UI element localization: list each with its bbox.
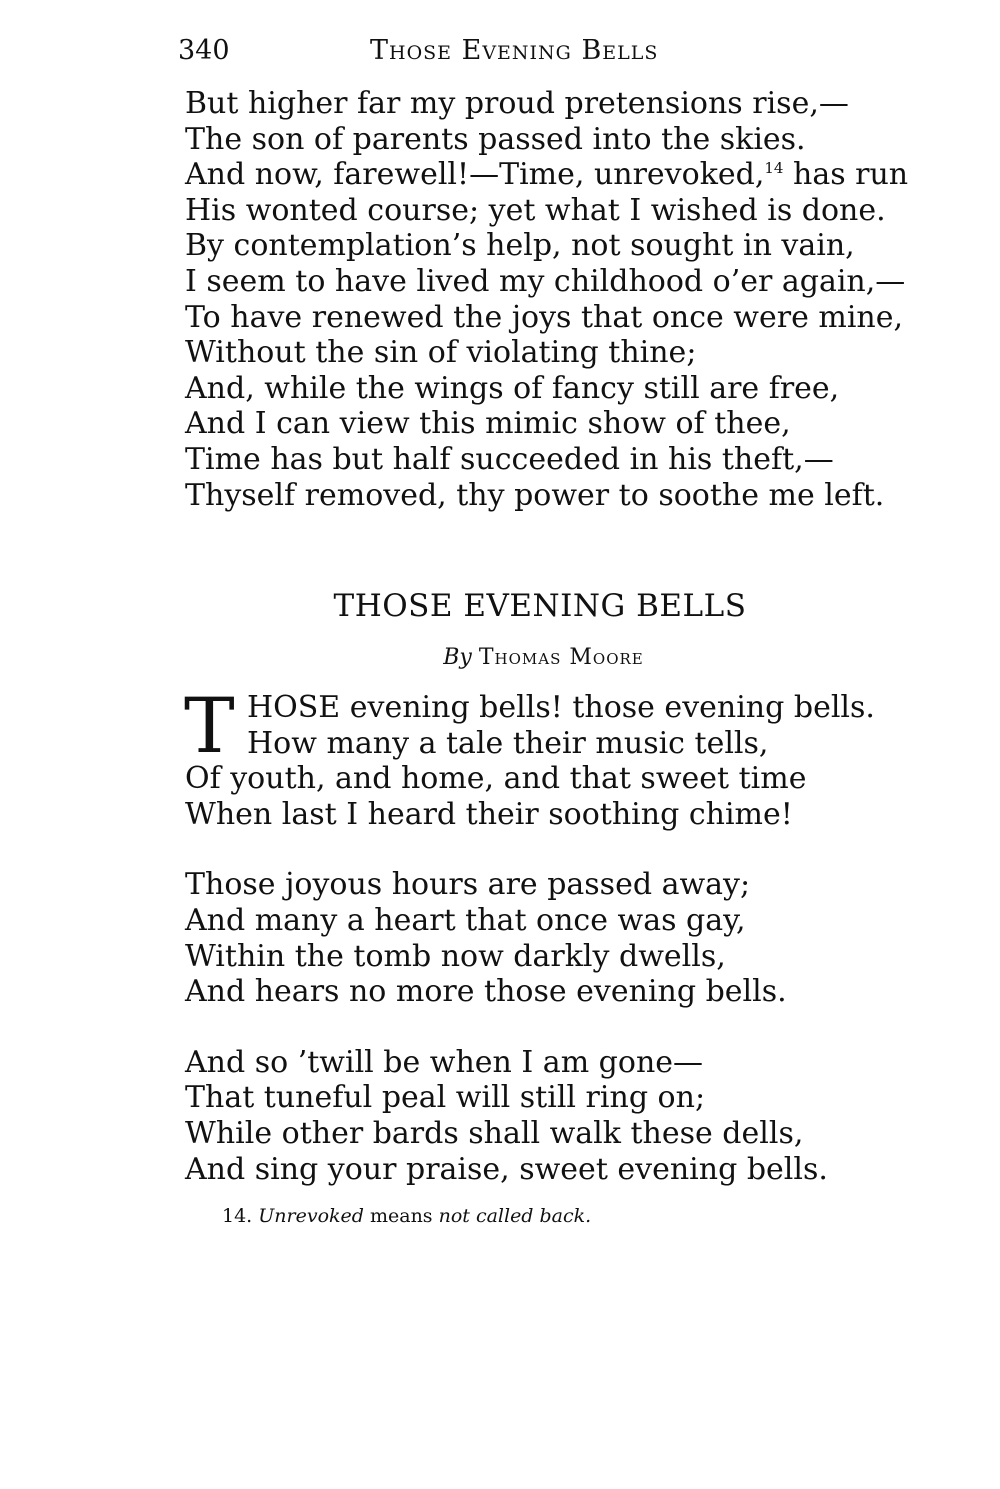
footnote [222, 1204, 591, 1228]
poem-line: How many a tale their music tells, [247, 725, 769, 761]
running-head: Those Evening Bells [370, 35, 659, 66]
poem-line: Of youth, and home, and that sweet time [185, 761, 807, 797]
footnote-number: 14. [222, 1205, 253, 1227]
poem-line: His wonted course; yet what I wished is done. [185, 192, 886, 228]
poem-line: By contemplation’s help, not sought in vain, [185, 228, 855, 264]
poem-line: Time has but half succeeded in his theft,— [185, 441, 834, 477]
poem-line: And so ’twill be when I am gone— [185, 1044, 704, 1080]
poem-line: When last I heard their soothing chime! [185, 796, 793, 832]
poem-line-text: HOSE evening bells! those evening bells. [247, 690, 875, 725]
poem-line-text: And now, farewell!—Time, unrevoked, [185, 157, 765, 193]
drop-cap: T [184, 681, 235, 770]
stanza-break [185, 1010, 905, 1045]
footnote-text: means [363, 1205, 439, 1227]
author-name: Thomas Moore [478, 645, 644, 670]
poem-line-text: has run [783, 157, 909, 193]
stanza-break [185, 832, 905, 867]
poem-line: And, while the wings of fancy still are free, [185, 370, 840, 406]
page-number: 340 [178, 35, 230, 66]
poem-line: The son of parents passed into the skies. [185, 121, 806, 157]
poem-title: THOSE EVENING BELLS [333, 588, 747, 624]
poem-line: But higher far my proud pretensions rise,— [185, 86, 849, 121]
poem-line: Those joyous hours are passed away; [185, 867, 751, 903]
poem-line: And sing your praise, sweet evening bells. [185, 1151, 828, 1187]
poem-line: I seem to have lived my childhood o’er again,— [185, 263, 906, 299]
poem-byline [0, 644, 1000, 672]
poem-line [185, 157, 909, 193]
byline-label: By [443, 645, 472, 670]
poem-line: While other bards shall walk these dells, [185, 1115, 804, 1151]
footnote-term: Unrevoked [258, 1205, 364, 1227]
poem-body [184, 681, 905, 1187]
poem-line: Within the tomb now darkly dwells, [185, 938, 726, 974]
poem-line: That tuneful peal will still ring on; [185, 1080, 706, 1116]
poem-line: And many a heart that once was gay, [185, 902, 746, 938]
poem-line: Thyself removed, thy power to soothe me left. [185, 477, 885, 513]
poem-line: Without the sin of violating thine; [185, 335, 697, 371]
previous-poem [185, 86, 909, 513]
footnote-reference: 14 [764, 159, 784, 178]
footnote-definition: not called back. [438, 1205, 592, 1227]
poem-line: And hears no more those evening bells. [185, 974, 787, 1010]
poem-line: And I can view this mimic show of thee, [185, 406, 791, 442]
poem-line: To have renewed the joys that once were mine, [185, 299, 904, 335]
